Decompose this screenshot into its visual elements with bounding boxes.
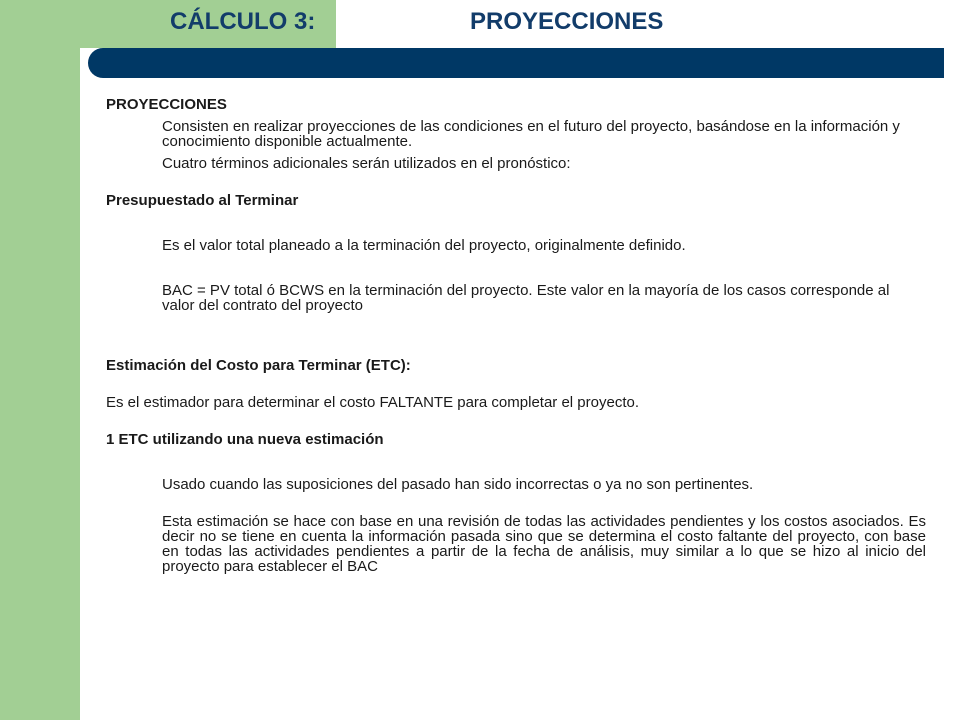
paragraph-definicion: Consisten en realizar proyecciones de las condiciones en el futuro del proyecto, basándose en la información y conocimiento disponible actualmente. [162,118,900,150]
paragraph-usado: Usado cuando las suposiciones del pasado han sido incorrectas o ya no son pertinentes. [162,476,754,493]
slide-title-right: PROYECCIONES [470,8,664,35]
left-decorative-bar [0,0,80,720]
heading-presupuestado: Presupuestado al Terminar [106,192,299,209]
paragraph-revision: Esta estimación se hace con base en una revisión de todas las actividades pendientes y los costos asociados. Es decir no se tiene en cuenta la información pasada sino que se determina el costo faltante del proyecto, con base en todas las actividades pendientes a partir de la fecha de análisis, muy similar a lo que se hizo al inicio del proyecto para establecer el BAC [162,513,926,575]
paragraph-estimador: Es el estimador para determinar el costo FALTANTE para completar el proyecto. [106,394,640,411]
paragraph-valor-total: Es el valor total planeado a la terminación del proyecto, originalmente definido. [162,237,686,254]
paragraph-bac: BAC = PV total ó BCWS en la terminación del proyecto. Este valor en la mayoría de los casos corresponde al valor del contrato del proyecto [162,282,890,314]
slide-title-left: CÁLCULO 3: [170,8,316,35]
heading-nueva-estimacion: 1 ETC utilizando una nueva estimación [106,431,384,448]
heading-proyecciones: PROYECCIONES [106,96,227,113]
paragraph-terminos: Cuatro términos adicionales serán utilizados en el pronóstico: [162,155,571,172]
header-banner [88,48,944,78]
heading-etc: Estimación del Costo para Terminar (ETC): [106,357,411,374]
slide-body [106,97,926,574]
